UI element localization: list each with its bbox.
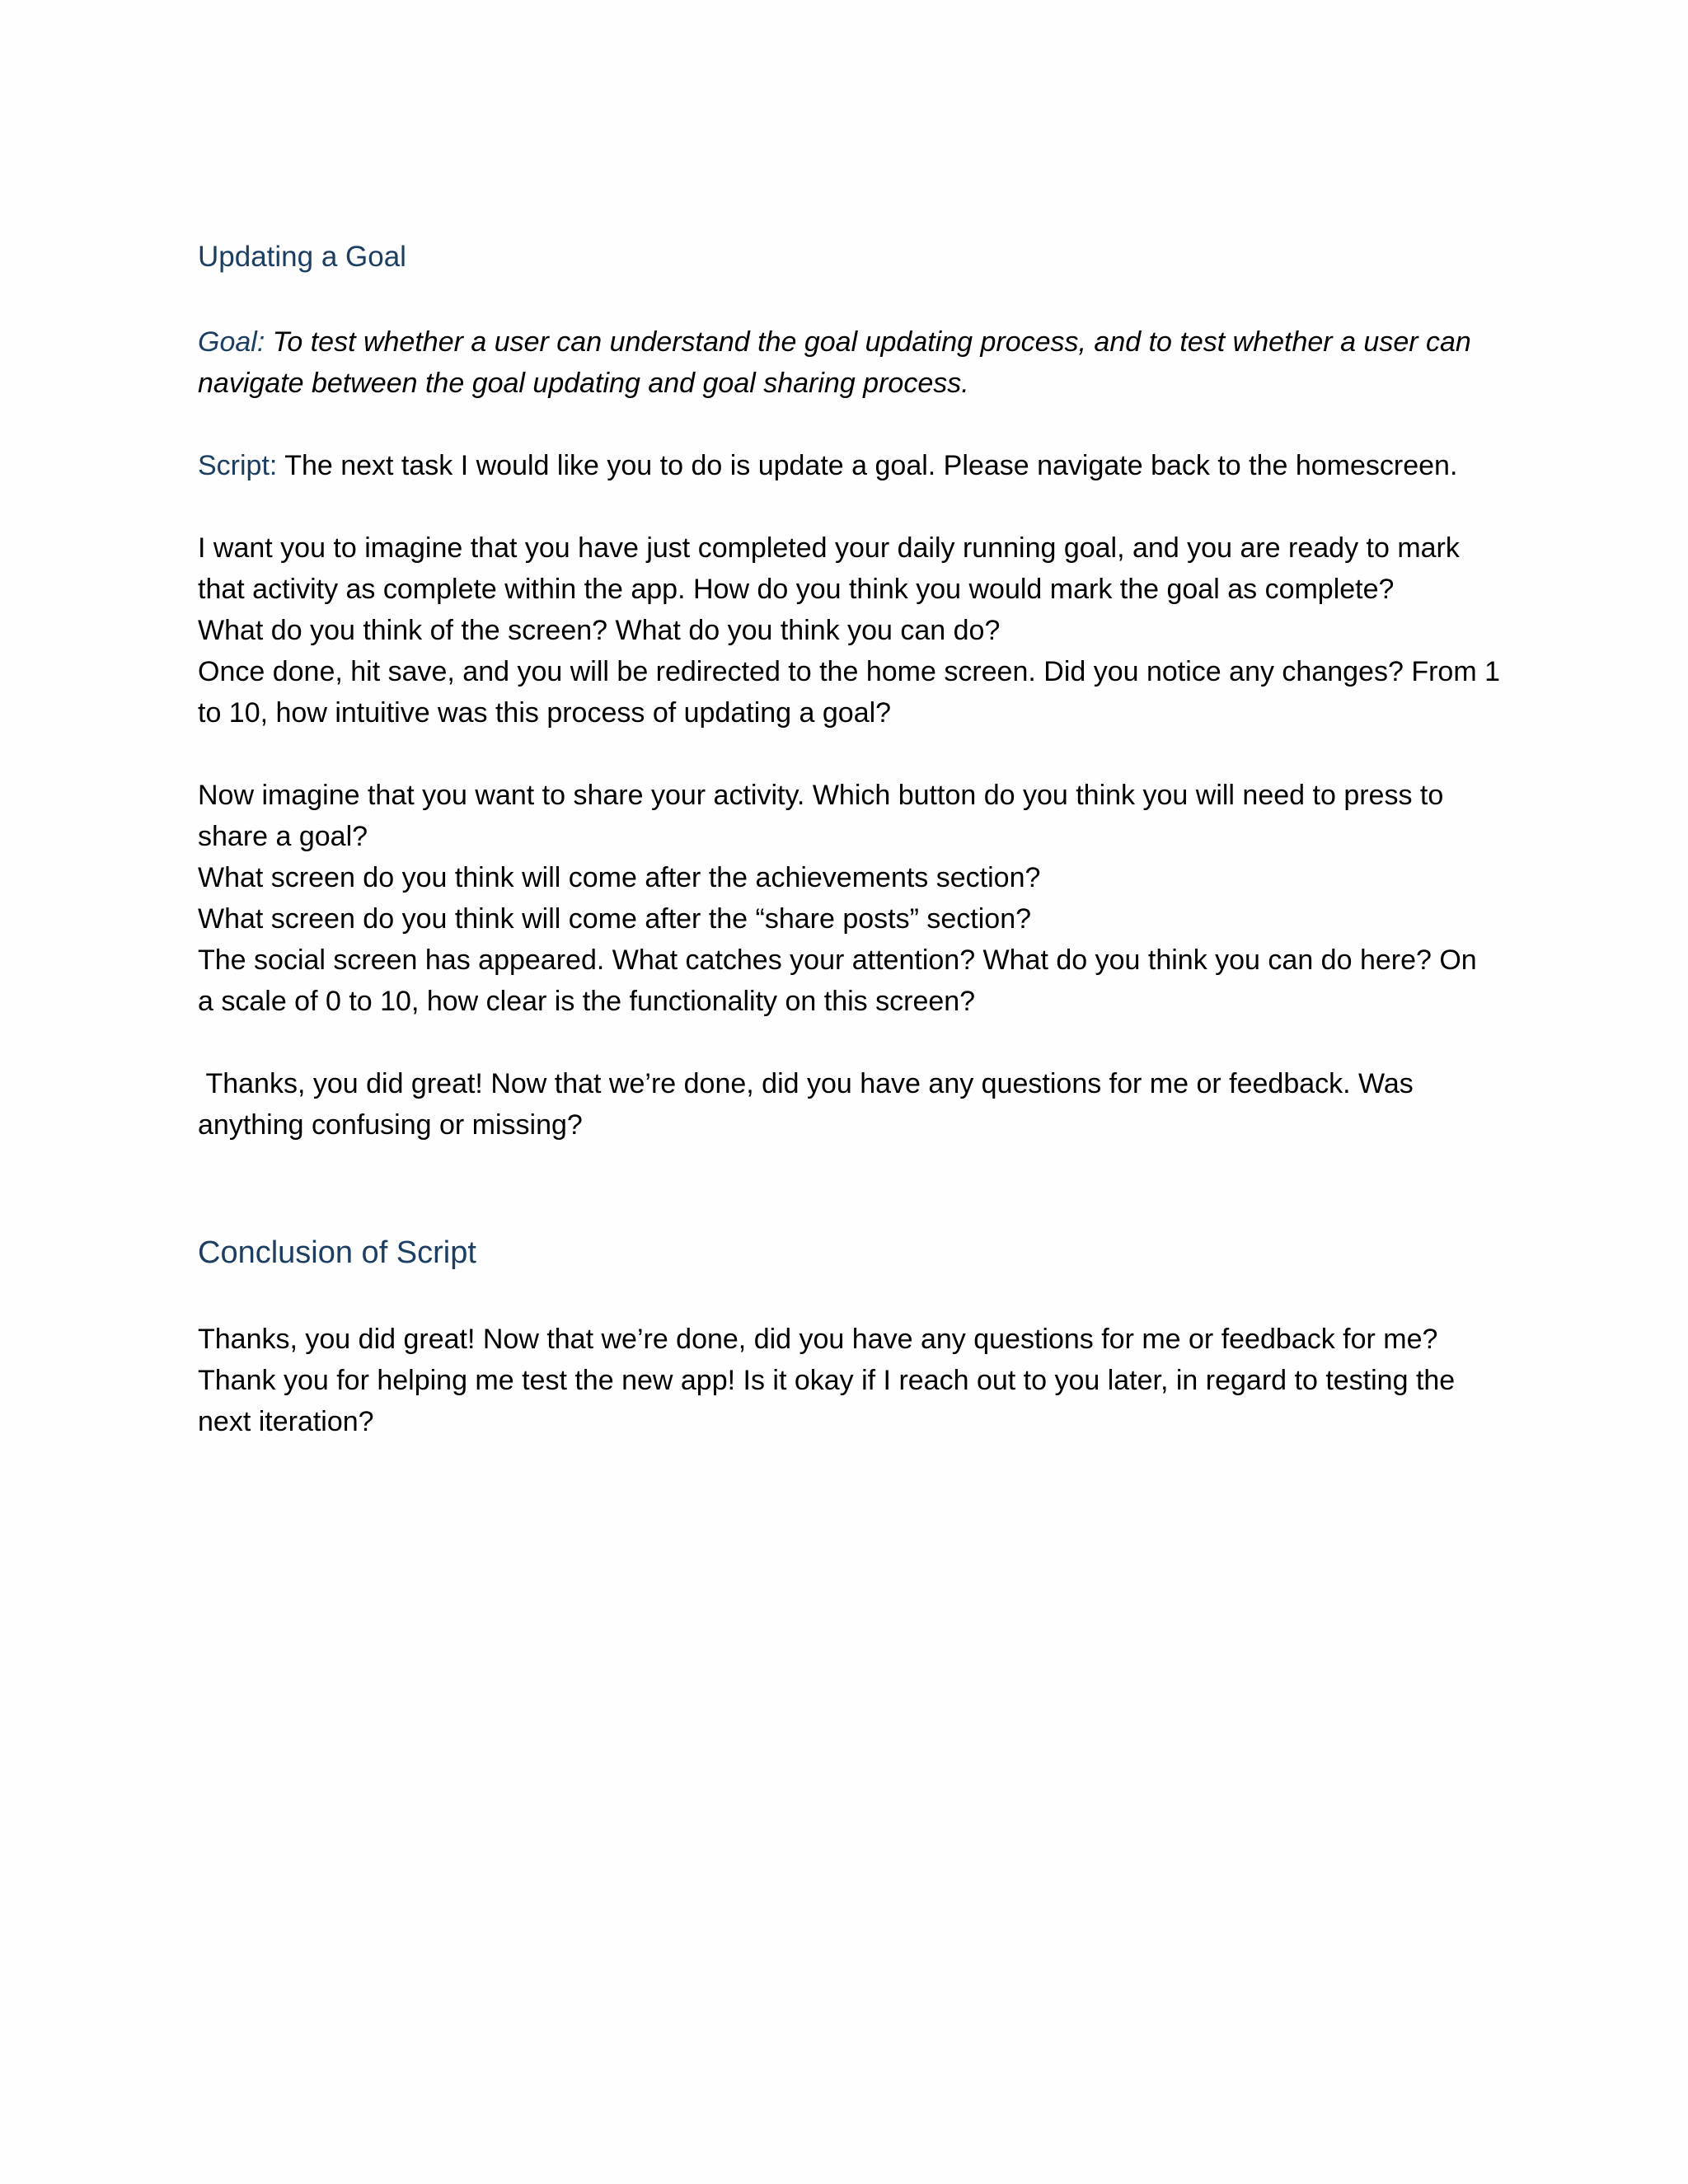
goal-text: To test whether a user can understand the goal updating process, and to test whether a user can navigate between the goal updating and goal sharing process. <box>198 326 1471 399</box>
spacer <box>198 486 1500 527</box>
spacer <box>198 404 1500 445</box>
conclusion-line: Thanks, you did great! Now that we’re done, did you have any questions for me or feedback for me? <box>198 1324 1438 1355</box>
script-line: Now imagine that you want to share your activity. Which button do you think you will need to press to share a goal? <box>198 780 1444 852</box>
script-line: What screen do you think will come after the “share posts” section? <box>198 903 1032 935</box>
script-text: The next task I would like you to do is update a goal. Please navigate back to the homescreen. <box>277 450 1458 481</box>
spacer <box>198 1277 1500 1319</box>
spacer <box>198 280 1500 321</box>
spacer <box>198 1146 1500 1228</box>
script-line: Once done, hit save, and you will be redirected to the home screen. Did you notice any changes? From 1 to 10, how intuitive was this process of updating a goal? <box>198 656 1501 729</box>
closing-paragraph: Thanks, you did great! Now that we’re done, did you have any questions for me or feedback. Was anything confusing or missing? <box>198 1068 1422 1141</box>
script-line: What do you think of the screen? What do you think you can do? <box>198 615 1001 646</box>
goal-paragraph <box>198 321 1500 404</box>
spacer <box>198 1022 1500 1063</box>
section-heading-updating-goal: Updating a Goal <box>198 241 406 273</box>
script-line: The social screen has appeared. What catches your attention? What do you think you can do here? On a scale of 0 to 10, how clear is the functionality on this screen? <box>198 944 1477 1017</box>
goal-label: Goal: <box>198 326 265 358</box>
script-paragraph <box>198 445 1500 486</box>
script-line: What screen do you think will come after the achievements section? <box>198 862 1041 893</box>
script-line: I want you to imagine that you have just completed your daily running goal, and you are ready to mark that activity as complete within the app. How do you think you would mark the goal as complete? <box>198 532 1460 605</box>
spacer <box>198 733 1500 775</box>
script-label: Script: <box>198 450 278 481</box>
conclusion-line: Thank you for helping me test the new app! Is it okay if I reach out to you later, in regard to testing the next iteration? <box>198 1365 1456 1437</box>
section-heading-conclusion: Conclusion of Script <box>198 1235 476 1270</box>
document-body <box>198 234 1500 1442</box>
